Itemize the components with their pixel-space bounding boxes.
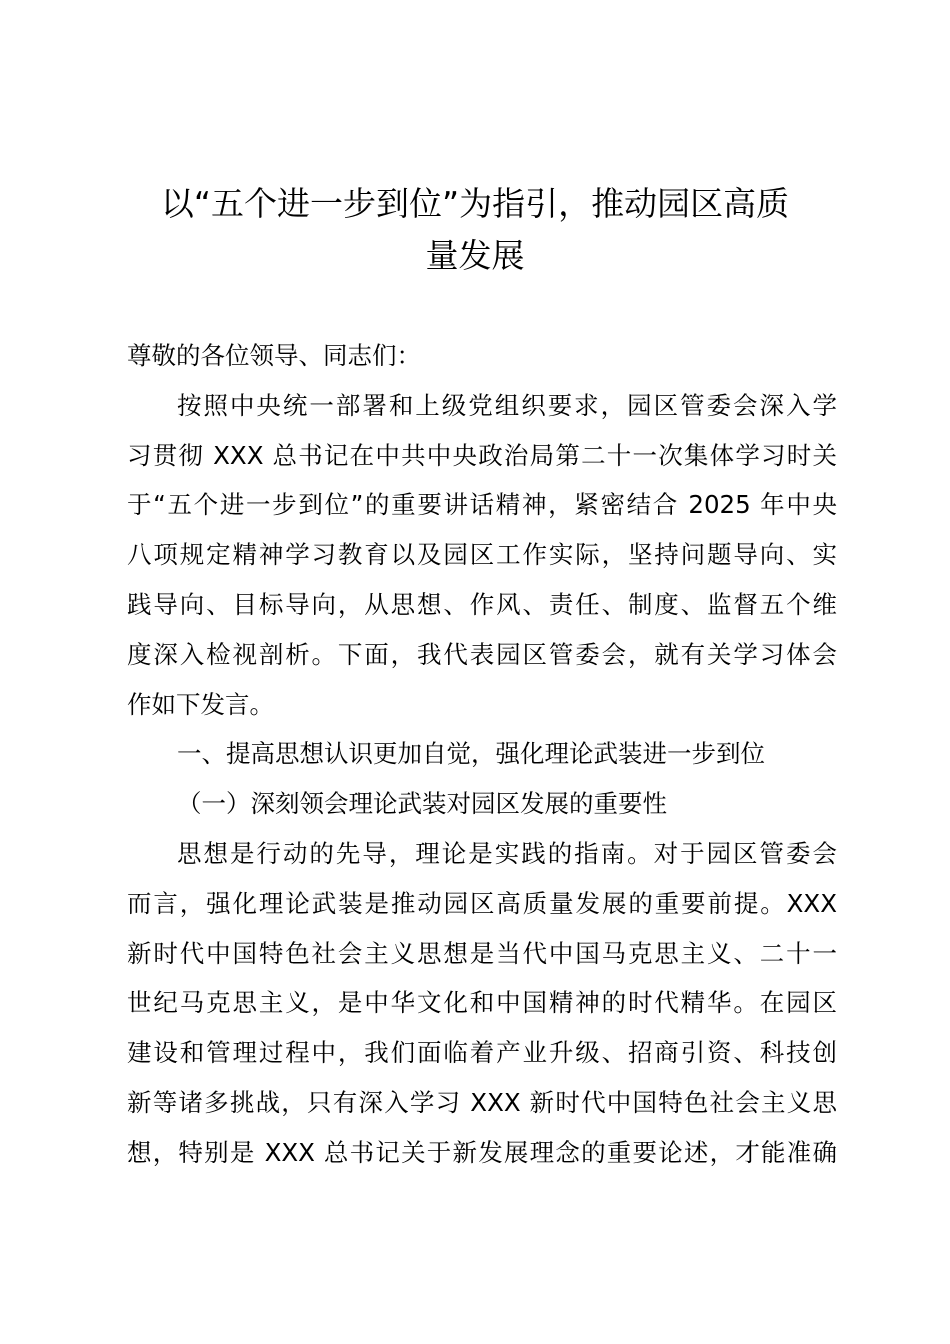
- body-text-line: 想，特别是 XXX 总书记关于新发展理念的重要论述，才能准确: [127, 1137, 837, 1167]
- body-text-line: 尊敬的各位领导、同志们：: [127, 341, 421, 370]
- body-text-line: 于“五个进一步到位”的重要讲话精神，紧密结合 2025 年中央: [127, 490, 837, 520]
- body-text-line: 新等诸多挑战，只有深入学习 XXX 新时代中国特色社会主义思: [127, 1087, 837, 1117]
- body-text-line: 习贯彻 XXX 总书记在中共中央政治局第二十一次集体学习时关: [127, 440, 837, 470]
- body-text-line: 度深入检视剖析。下面，我代表园区管委会，就有关学习体会: [127, 639, 837, 669]
- body-text-line: 按照中央统一部署和上级党组织要求，园区管委会深入学: [177, 390, 837, 420]
- body-text-line: 建设和管理过程中，我们面临着产业升级、招商引资、科技创: [127, 1038, 837, 1068]
- body-text-line: 八项规定精神学习教育以及园区工作实际，坚持问题导向、实: [127, 540, 837, 570]
- body-text-line: 思想是行动的先导，理论是实践的指南。对于园区管委会: [177, 838, 837, 868]
- body-text-line: 践导向、目标导向，从思想、作风、责任、制度、监督五个维: [127, 589, 837, 619]
- body-text-line: 而言，强化理论武装是推动园区高质量发展的重要前提。XXX: [127, 888, 837, 918]
- document-title-line-1: 以“五个进一步到位”为指引，推动园区高质: [160, 184, 790, 223]
- body-text-line: （一）深刻领会理论武装对园区发展的重要性: [177, 789, 667, 819]
- document-title-line-2: 量发展: [425, 236, 525, 275]
- body-text-line: 新时代中国特色社会主义思想是当代中国马克思主义、二十一: [127, 938, 837, 968]
- document-body: [127, 331, 837, 1178]
- body-text-line: 一、提高思想认识更加自觉，强化理论武装进一步到位: [177, 739, 765, 769]
- body-text-line: 世纪马克思主义，是中华文化和中国精神的时代精华。在园区: [127, 988, 837, 1018]
- body-text-line: 作如下发言。: [127, 689, 274, 719]
